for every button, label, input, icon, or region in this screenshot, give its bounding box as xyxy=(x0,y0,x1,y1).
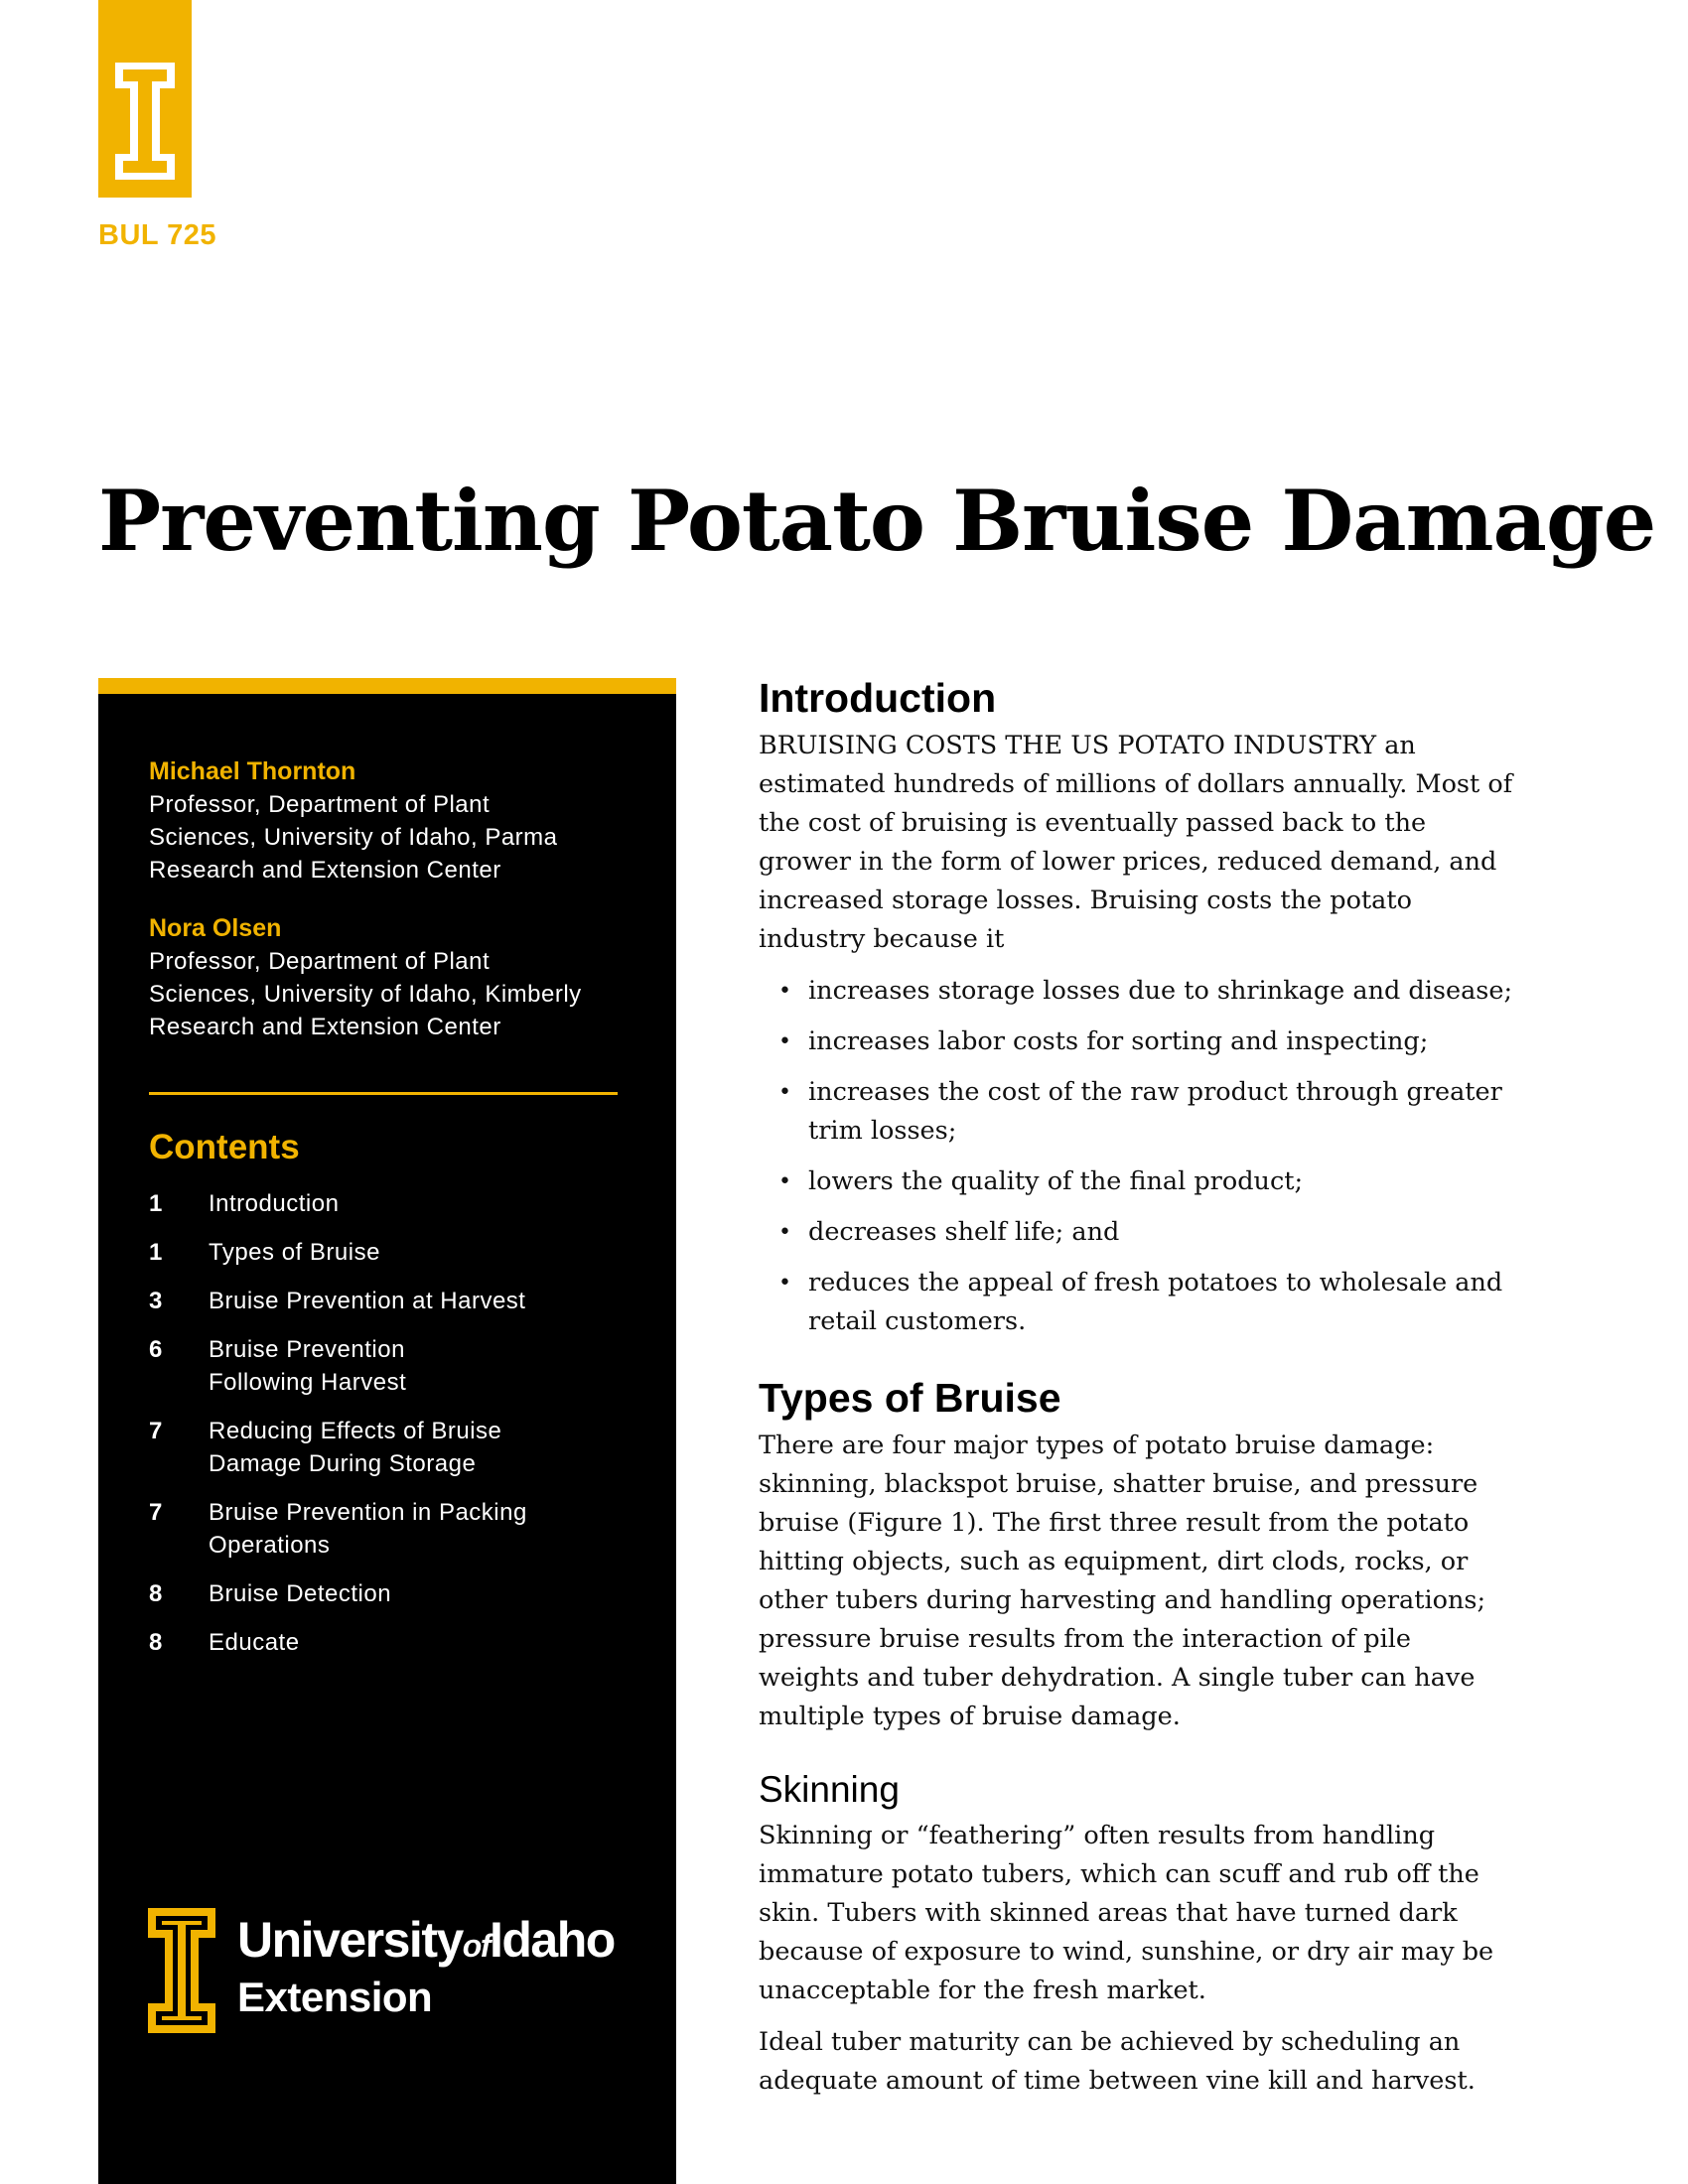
author-affiliation-line: Sciences, University of Idaho, Kimberly xyxy=(149,981,582,1008)
author-block xyxy=(149,754,645,887)
toc-item[interactable] xyxy=(149,1577,645,1610)
sidebar-accent-bar xyxy=(98,678,676,694)
toc-label: Educate xyxy=(209,1629,300,1656)
subsection-heading-skinning: Skinning xyxy=(759,1769,900,1810)
sidebar-divider xyxy=(149,1092,618,1095)
university-wordmark: UniversityofIdaho Extension xyxy=(237,1912,615,2020)
toc-label: Bruise Prevention at Harvest xyxy=(209,1288,526,1314)
toc-item[interactable] xyxy=(149,1285,645,1317)
author-block xyxy=(149,911,645,1043)
toc-label: Reducing Effects of Bruise Damage During Storage xyxy=(209,1418,502,1477)
author-affiliation-line: Sciences, University of Idaho, Parma xyxy=(149,824,558,851)
section-heading-introduction: Introduction xyxy=(759,675,997,721)
toc-item[interactable] xyxy=(149,1496,645,1562)
bulletin-number: BUL 725 xyxy=(98,219,217,251)
table-of-contents xyxy=(149,1187,645,1675)
block-i-logo-icon xyxy=(112,60,178,183)
toc-item[interactable] xyxy=(149,1236,645,1269)
toc-page-number: 3 xyxy=(149,1288,163,1314)
toc-label: Bruise Detection xyxy=(209,1580,392,1607)
author-affiliation-line: Research and Extension Center xyxy=(149,857,501,884)
toc-page-number: 7 xyxy=(149,1499,163,1526)
toc-item[interactable] xyxy=(149,1415,645,1480)
author-affiliation-line: Research and Extension Center xyxy=(149,1014,501,1040)
types-paragraph: There are four major types of potato bruise damage: skinning, blackspot bruise, shatter bruise, and pressure bruise (Figure 1). The first three result from the potato hitting objects, such as equipment, dirt clods, rocks, or other tubers during harvesting and handling operations; pressure bruise results from the interaction of pile weights and tuber dehydration. A single tuber can have multiple types of bruise damage. xyxy=(759,1431,1486,1731)
toc-page-number: 1 xyxy=(149,1190,163,1217)
toc-label: Types of Bruise xyxy=(209,1239,380,1266)
skinning-paragraph: Skinning or “feathering” often results from handling immature potato tubers, which can scuff and rub off the skin. Tubers with skinned areas that have turned dark because of exposure to wind, sunshine, or dry air may be unacceptable for the fresh market. xyxy=(759,1821,1494,2005)
toc-label: Introduction xyxy=(209,1190,340,1217)
sidebar xyxy=(98,678,676,2184)
author-name: Nora Olsen xyxy=(149,914,282,942)
university-logo-tab xyxy=(98,0,192,198)
author-affiliation-line: Professor, Department of Plant xyxy=(149,948,491,975)
university-extension-logo xyxy=(146,1906,662,2040)
list-item: • decreases shelf life; and xyxy=(759,1213,1513,1252)
toc-item[interactable] xyxy=(149,1626,645,1659)
list-item: • increases the cost of the raw product through greater trim losses; xyxy=(759,1073,1513,1151)
main-content xyxy=(759,673,1513,2114)
list-item: • increases labor costs for sorting and inspecting; xyxy=(759,1023,1513,1061)
author-affiliation-line: Professor, Department of Plant xyxy=(149,791,491,818)
toc-page-number: 8 xyxy=(149,1580,163,1607)
list-item: • lowers the quality of the final product; xyxy=(759,1162,1513,1201)
page-title: Preventing Potato Bruise Damage xyxy=(98,472,1656,570)
toc-page-number: 6 xyxy=(149,1336,163,1363)
bruise-cost-list xyxy=(759,972,1513,1341)
toc-page-number: 8 xyxy=(149,1629,163,1656)
skinning-paragraph: Ideal tuber maturity can be achieved by scheduling an adequate amount of time between vine kill and harvest. xyxy=(759,2027,1476,2096)
author-name: Michael Thornton xyxy=(149,757,356,785)
section-heading-types-of-bruise: Types of Bruise xyxy=(759,1375,1061,1421)
list-item: • reduces the appeal of fresh potatoes to wholesale and retail customers. xyxy=(759,1264,1513,1341)
toc-label: Bruise Prevention in Packing Operations xyxy=(209,1499,527,1559)
toc-page-number: 7 xyxy=(149,1418,163,1444)
block-i-logo-icon xyxy=(146,1906,217,2035)
list-item: • increases storage losses due to shrinkage and disease; xyxy=(759,972,1513,1011)
toc-item[interactable] xyxy=(149,1187,645,1220)
contents-heading: Contents xyxy=(149,1128,300,1166)
toc-label: Bruise Prevention Following Harvest xyxy=(209,1336,407,1396)
intro-paragraph: BRUISING COSTS THE US POTATO INDUSTRY an estimated hundreds of millions of dollars annually. Most of the cost of bruising is eventually passed back to the grower in the form of lower prices, reduced demand, and increased storage losses. Bruising costs the potato industry because it xyxy=(759,731,1513,954)
toc-page-number: 1 xyxy=(149,1239,163,1266)
toc-item[interactable] xyxy=(149,1333,645,1399)
